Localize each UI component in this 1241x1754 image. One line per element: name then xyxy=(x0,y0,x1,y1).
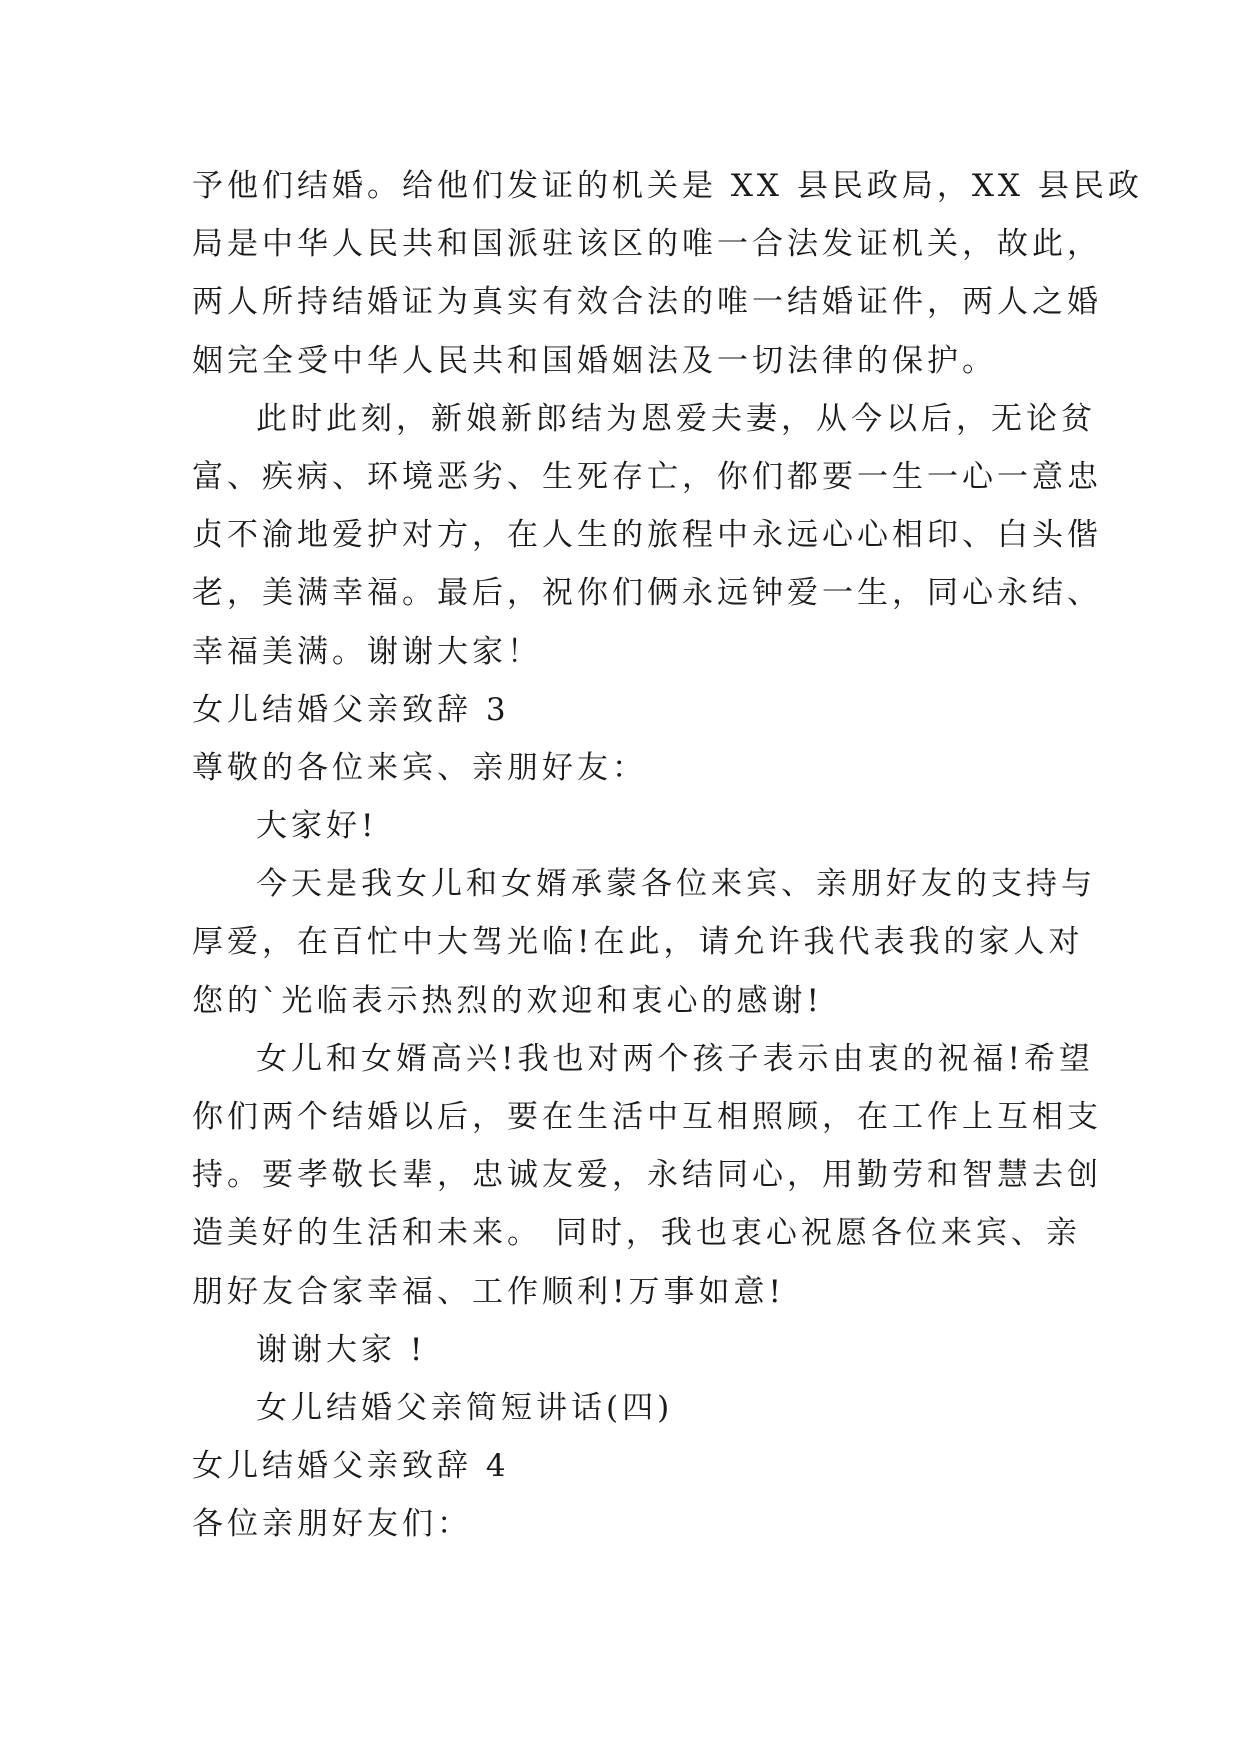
body-line: 厚爱，在百忙中大驾光临!在此，请允许我代表我的家人对 xyxy=(192,924,1084,961)
section-heading: 女儿结婚父亲致辞 3 xyxy=(192,691,510,728)
body-line: 富、疾病、环境恶劣、生死存亡，你们都要一生一心一意忠 xyxy=(192,458,1102,495)
body-line: 你们两个结婚以后，要在生活中互相照顾，在工作上互相支 xyxy=(192,1099,1102,1135)
greeting: 大家好! xyxy=(256,808,378,845)
body-line: 予他们结婚。给他们发证的机关是 XX 县民政局，XX 县民政 xyxy=(192,168,1143,204)
closing-thanks: 谢谢大家 ! xyxy=(256,1331,427,1368)
paragraph-first-line: 今天是我女儿和女婿承蒙各位来宾、亲朋好友的支持与 xyxy=(256,866,1096,903)
body-line: 姻完全受中华人民共和国婚姻法及一切法律的保护。 xyxy=(192,342,997,379)
paragraph-first-line: 女儿和女婿高兴!我也对两个孩子表示由衷的祝福!希望 xyxy=(256,1040,1094,1077)
subsection-title: 女儿结婚父亲简短讲话(四) xyxy=(256,1389,674,1426)
body-line: 持。要孝敬长辈，忠诚友爱，永结同心，用勤劳和智慧去创 xyxy=(192,1157,1102,1194)
body-line: 老，美满幸福。最后，祝你们俩永远钟爱一生，同心永结、 xyxy=(192,575,1102,612)
body-line: 贞不渝地爱护对方，在人生的旅程中永远心心相印、白头偕 xyxy=(192,517,1102,554)
salutation: 尊敬的各位来宾、亲朋好友： xyxy=(192,749,647,786)
body-line: 局是中华人民共和国派驻该区的唯一合法发证机关，故此， xyxy=(192,226,1102,263)
salutation: 各位亲朋好友们： xyxy=(192,1506,472,1543)
document-body xyxy=(192,157,1143,1554)
body-line: 幸福美满。谢谢大家！ xyxy=(192,633,542,670)
body-line: 朋好友合家幸福、工作顺利!万事如意! xyxy=(192,1273,785,1310)
paragraph-first-line: 此时此刻，新娘新郎结为恩爱夫妻，从今以后，无论贫 xyxy=(256,400,1096,437)
body-line: 您的`光临表示热烈的欢迎和衷心的感谢! xyxy=(192,982,823,1019)
body-line: 两人所持结婚证为真实有效合法的唯一结婚证件，两人之婚 xyxy=(192,284,1102,321)
section-heading: 女儿结婚父亲致辞 4 xyxy=(192,1448,510,1485)
body-line: 造美好的生活和未来。 同时，我也衷心祝愿各位来宾、亲 xyxy=(192,1215,1081,1252)
